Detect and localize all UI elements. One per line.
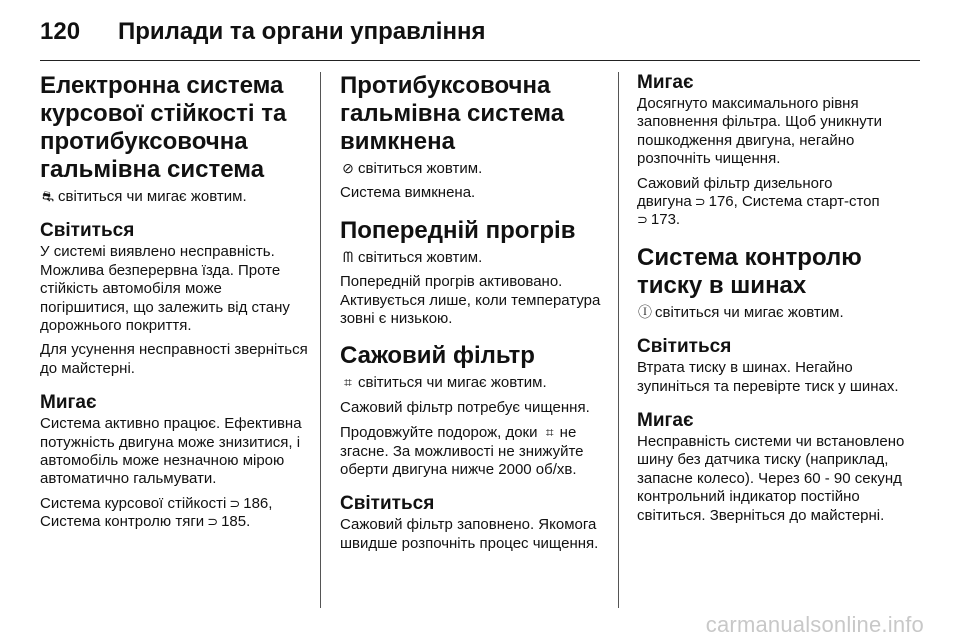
cross-reference-paragraph [637,175,923,230]
page-reference-icon: ⊃ [229,495,241,511]
reference-text: Система контролю тяги [40,513,205,531]
dpf-intro-text: світиться чи мигає жовтим. [358,374,547,392]
page-header [40,12,485,52]
esp-intro [40,187,308,206]
paragraph: Сажовий фільтр заповнено. Якомога швидше розпочніть процес чищення. [340,516,599,552]
column-divider-2 [618,72,619,608]
watermark: carmanualsonline.info [705,612,924,637]
tire-pressure-icon: Ⓘ [638,303,652,320]
subheading-flash: Мигає [40,392,97,414]
subheading-lit: Світиться [637,336,732,358]
paragraph: Досягнуто максимального рівня заповнення фільтра. Щоб уникнути пошкодження двигуна, негайно розпочніть чищення. [637,95,883,168]
page-reference-icon: ⊃ [637,212,648,228]
section-heading-esp: Електронна система курсової стійкості та протибуксовочна гальмівна система [40,72,287,183]
preheat-intro [340,248,606,267]
paragraph [340,423,606,479]
column-3 [637,72,923,531]
tcs-intro-text: світиться жовтим. [358,160,483,177]
paragraph: Несправність системи чи встановлено шину без датчика тиску (наприклад, запасне колесо). Через 60 - 90 секунд контрольний індикатор постійно світиться. Зверніться до майстерні. [637,433,905,524]
glow-plug-icon: ᗰ [342,248,354,265]
dpf-intro [340,373,606,392]
subheading-flash: Мигає [637,72,694,93]
particulate-filter-icon: ⌗ [545,424,554,441]
header-divider [40,60,920,61]
page-title: Прилади та органи управління [118,18,486,45]
tpms-intro-text: світиться чи мигає жовтим. [655,303,844,321]
column-1 [40,72,308,538]
subheading-flash: Мигає [637,410,694,432]
paragraph-text: Продовжуйте подорож, доки [340,424,538,442]
reference-text: Система курсової стійкості [40,494,227,512]
esp-icon: ⛐ [41,188,55,204]
section-heading-tcs-off: Протибуксовочна гальмівна система вимкнена [340,72,565,155]
section-heading-tpms: Система контролю тиску в шинах [637,243,862,299]
paragraph: У системі виявлено несправність. Можлива безперервна їзда. Проте стійкість автомобіля може погіршитися, що залежить від стану дорожнього покриття. [40,243,290,335]
column-divider-1 [320,72,321,608]
tcs-off-icon: ⊘ [342,160,354,176]
section-heading-preheat: Попередній прогрів [340,216,576,244]
section-heading-dpf: Сажовий фільтр [340,342,535,370]
column-2 [340,72,606,559]
page-reference-link[interactable]: 185. [221,513,251,531]
particulate-filter-icon: ⌗ [344,374,352,391]
subheading-lit: Світиться [340,493,435,515]
paragraph: Попередній прогрів активовано. Активується лише, коли температура зовні є низькою. [340,273,601,328]
paragraph: Сажовий фільтр потребує чищення. [340,398,590,416]
page-reference-icon: ⊃ [694,194,706,210]
paragraph: Для усунення несправності зверніться до майстерні. [40,341,308,377]
esp-intro-text: світиться чи мигає жовтим. [58,188,247,205]
page-reference-link[interactable]: 176, Система старт-стоп [708,193,880,211]
page-reference-link[interactable]: 186, [243,494,273,512]
tcs-intro [340,159,606,178]
page-reference-link[interactable]: 173. [650,211,681,229]
preheat-intro-text: світиться жовтим. [358,248,483,266]
paragraph-text: не згасне. За можливості не знижуйте оберти двигуна нижче 2000 об/хв. [340,424,584,479]
paragraph: Система активно працює. Ефективна потужність двигуна може знизитися, і автомобіль може незначною мірою автоматично гальмувати. [40,415,302,488]
page-reference-icon: ⊃ [207,514,219,530]
cross-reference-paragraph [40,495,308,532]
paragraph: Втрата тиску в шинах. Негайно зупиніться та перевірте тиск у шинах. [637,359,899,395]
page-number: 120 [40,18,81,45]
reference-text: Сажовий фільтр дизельного двигуна [637,174,833,211]
paragraph: Система вимкнена. [340,184,476,202]
subheading-lit: Світиться [40,220,135,242]
tpms-intro [637,303,923,322]
